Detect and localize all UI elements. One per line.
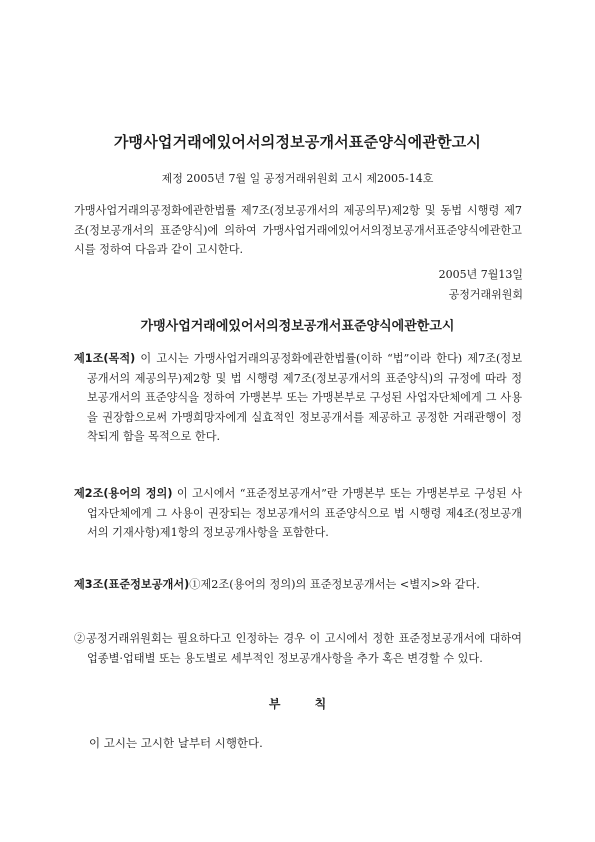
article-1 (74, 349, 522, 447)
enactment-line: 제정 2005년 7월 일 공정거래위원회 고시 제2005-14호 (161, 172, 434, 185)
issue-date: 2005년 7월13일 (438, 268, 523, 281)
date-issuer-block (439, 265, 523, 304)
article-2-body: 이 고시에서 “표준정보공개서”란 가맹본부 또는 가맹본부로 구성된 사업자단체에게 그 사용이 권장되는 정보공개서의 표준양식으로 법 시행령 제4조(정보공개서의 기재사항)제1항의 정보공개사항을 포함한다. (87, 487, 522, 539)
article-3-paragraph-2: ②공정거래위원회는 필요하다고 인정하는 경우 이 고시에서 정한 표준정보공개서에 대하여 업종별·업태별 또는 용도별로 세부적인 정보공개사항을 추가 혹은 변경할 수 있다. (74, 632, 522, 665)
notice-subtitle: 가맹사업거래에있어서의정보공개서표준양식에관한고시 (140, 319, 455, 334)
article-1-heading: 제1조(목적) (74, 352, 136, 365)
article-3 (74, 575, 522, 595)
article-1-body: 이 고시는 가맹사업거래의공정화에관한법률(이하 “법”이라 한다) 제7조(정보공개서의 제공의무)제2항 및 법 시행령 제7조(정보공개서의 표준양식)의 규정에 따라 정보공개서의 표준양식을 정하여 가맹본부 또는 가맹본부로 구성된 사업자단체에게 그 사용을 권장함으로써 가맹희망자에게 실효적인 정보공개서를 제공하고 공정한 거래관행이 정착되게 함을 목적으로 한다. (87, 352, 522, 443)
supplementary-title: 부 칙 (268, 697, 327, 711)
article-3-heading: 제3조(표준정보공개서) (74, 578, 190, 591)
article-2 (74, 484, 522, 543)
article-3-body: ①제2조(용어의 정의)의 표준정보공개서는 <별지>와 같다. (189, 578, 480, 591)
intro-paragraph: 가맹사업거래의공정화에관한법률 제7조(정보공개서의 제공의무)제2항 및 동법 시행령 제7조(정보공개서의 표준양식)에 의하여 가맹사업거래에있어서의정보공개서표준양식에관한고시를 정하여 다음과 같이 고시한다. (74, 204, 522, 256)
article-2-heading: 제2조(용어의 정의) (74, 487, 173, 500)
document-title: 가맹사업거래에있어서의정보공개서표준양식에관한고시 (113, 133, 482, 151)
issuer-name: 공정거래위원회 (448, 287, 523, 301)
supplementary-text: 이 고시는 고시한 날부터 시행한다. (89, 736, 263, 750)
